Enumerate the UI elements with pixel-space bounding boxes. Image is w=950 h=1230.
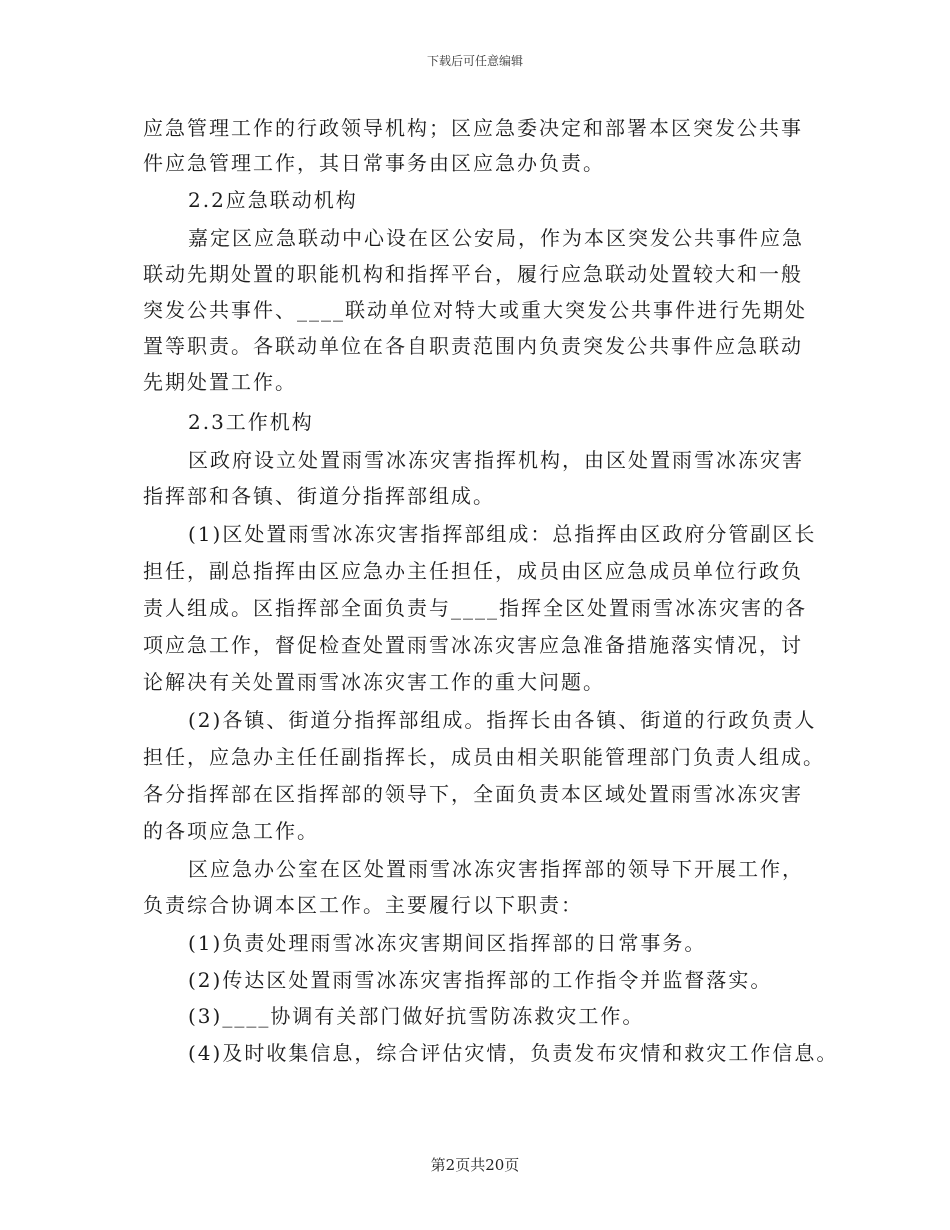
- text-line: 项应急工作，督促检查处置雨雪冰冻灾害应急准备措施落实情况，讨: [143, 633, 803, 657]
- text-line: 指挥部和各镇、街道分指挥部组成。: [143, 484, 495, 508]
- text-line: 应急管理工作的行政领导机构；区应急委决定和部署本区突发公共事: [143, 116, 803, 140]
- text-line: 论解决有关处置雨雪冰冻灾害工作的重大问题。: [143, 670, 605, 694]
- text-line: 嘉定区应急联动中心设在区公安局，作为本区突发公共事件应急: [188, 226, 804, 250]
- section-heading: 2.2应急联动机构: [188, 188, 358, 212]
- list-item: (2)传达区处置雨雪冰冻灾害指挥部的工作指令并监督落实。: [188, 968, 773, 992]
- text-line: 责人组成。区指挥部全面负责与____指挥全区处置雨雪冰冻灾害的各: [143, 596, 807, 620]
- text-line: 负责综合协调本区工作。主要履行以下职责：: [143, 893, 583, 917]
- page-header: 下载后可任意编辑: [426, 54, 523, 68]
- text-line: 突发公共事件、____联动单位对特大或重大突发公共事件进行先期处: [143, 298, 807, 322]
- text-line: 各分指挥部在区指挥部的领导下，全面负责本区域处置雨雪冰冻灾害: [143, 782, 803, 806]
- text-line: 置等职责。各联动单位在各自职责范围内负责突发公共事件应急联动: [143, 334, 803, 358]
- text-line: (2)各镇、街道分指挥部组成。指挥长由各镇、街道的行政负责人: [188, 708, 817, 732]
- text-line: 区应急办公室在区处置雨雪冰冻灾害指挥部的领导下开展工作，: [188, 857, 804, 881]
- page-number: 第2页共20页: [430, 1156, 520, 1174]
- text-line: 先期处置工作。: [143, 370, 297, 394]
- text-line: 的各项应急工作。: [143, 819, 319, 843]
- text-line: 区政府设立处置雨雪冰冻灾害指挥机构，由区处置雨雪冰冻灾害: [188, 448, 804, 472]
- list-item: (3)____协调有关部门做好抗雪防冻救灾工作。: [188, 1004, 645, 1028]
- text-line: 件应急管理工作，其日常事务由区应急办负责。: [143, 151, 605, 175]
- list-item: (4)及时收集信息，综合评估灾情，负责发布灾情和救灾工作信息。: [188, 1041, 839, 1065]
- text-line: (1)区处置雨雪冰冻灾害指挥部组成：总指挥由区政府分管副区长: [188, 522, 817, 546]
- text-line: 联动先期处置的职能机构和指挥平台，履行应急联动处置较大和一般: [143, 262, 803, 286]
- list-item: (1)负责处理雨雪冰冻灾害期间区指挥部的日常事务。: [188, 931, 707, 955]
- text-line: 担任，应急办主任任副指挥长，成员由相关职能管理部门负责人组成。: [143, 745, 825, 769]
- section-heading: 2.3工作机构: [188, 410, 314, 434]
- text-line: 担任，副总指挥由区应急办主任担任，成员由区应急成员单位行政负: [143, 559, 803, 583]
